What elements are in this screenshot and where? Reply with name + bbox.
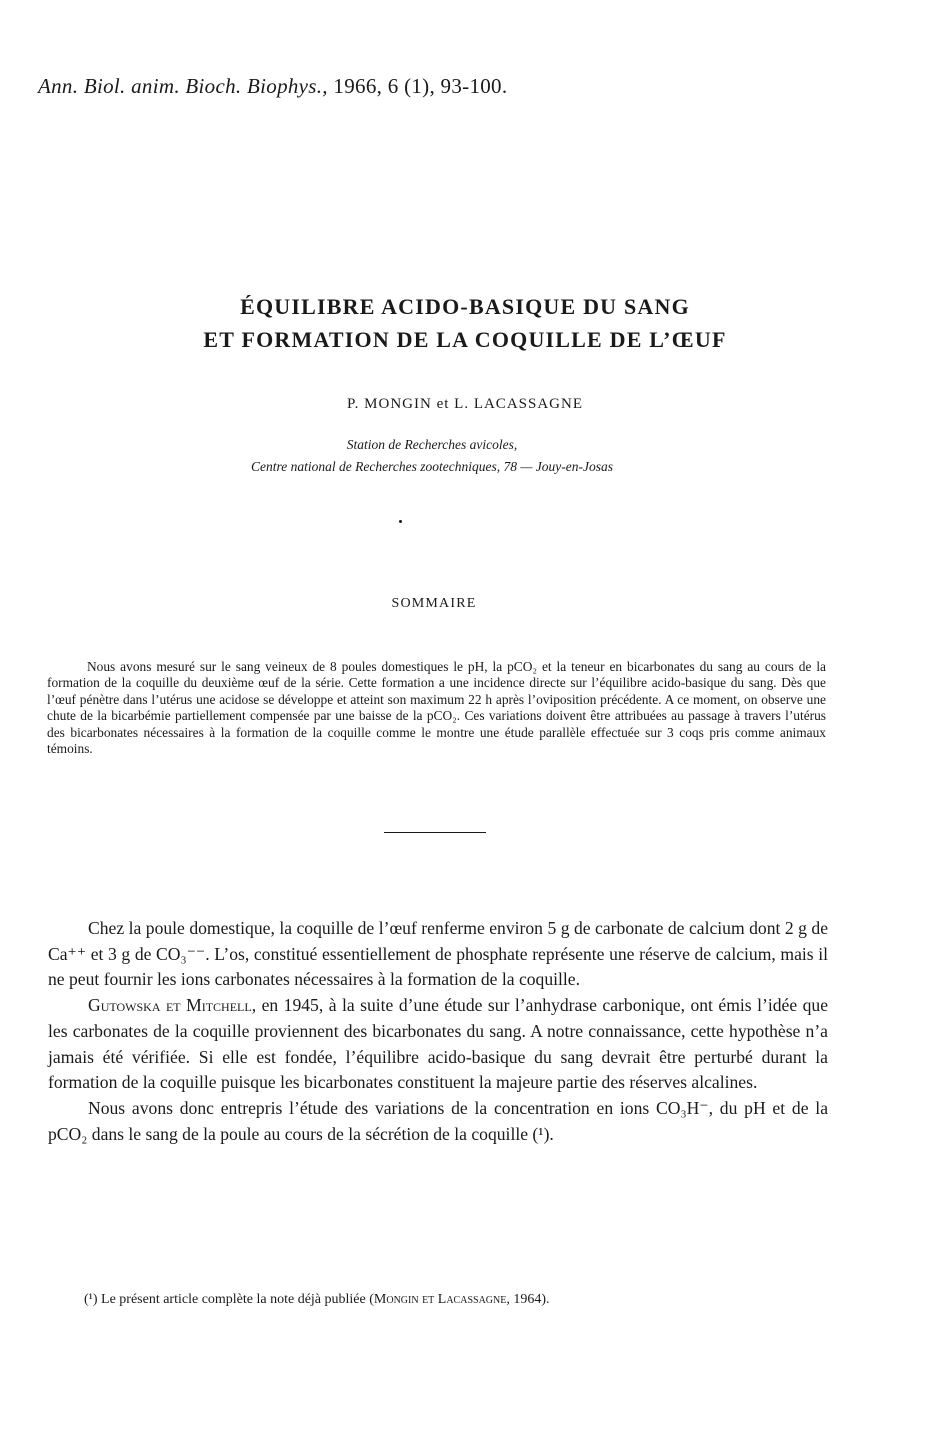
sommaire-heading: SOMMAIRE [391,596,477,611]
body-text [48,916,828,1147]
paper-title [0,290,930,356]
affiliation-line-2: Centre national de Recherches zootechniques, 78 — Jouy-en-Josas [251,459,613,474]
footnote-end: ). [541,1292,550,1307]
footnote-ref: Mongin et Lacassagne, 1964 [373,1292,542,1307]
sommaire-text: Nous avons mesuré sur le sang veineux de 8 poules domestiques le pH, la pCO₂ et la teneur en bicarbonates du sang au cours de la formation de la coquille du deuxième œuf de la série. Cette formation a une incidence directe sur l’équilibre acido-basique du sang. Dès que l’œuf pénètre dans l’utérus une acidose se développe et atteint son maximum 22 h après l’oviposition précédente. A ce moment, on observe une chute de la bicarbémie partiellement compensée par une baisse de la pCO₂. Ces variations doivent être attribuées au passage à travers l’utérus des bicarbonates nécessaires à la formation de la coquille comme le montre une étude parallèle effectuée sur 3 coqs pris comme animaux témoins. [47,659,826,757]
footnote-text: (¹) Le présent article complète la note déjà publiée ( [84,1292,374,1307]
journal-citation [38,74,507,99]
separator-dot [399,520,402,523]
cited-authors: Gutowska et Mitchell, [88,995,257,1016]
footnote [84,1292,550,1308]
paragraph-3: Nous avons donc entrepris l’étude des variations de la concentration en ions CO₃H⁻, du pH et de la pCO₂ dans le sang de la poule au cours de la sécrétion de la coquille (¹). [48,1097,828,1144]
title-line-1: ÉQUILIBRE ACIDO-BASIQUE DU SANG [240,294,690,319]
authors: P. MONGIN et L. LACASSAGNE [346,396,583,412]
journal-name: Ann. Biol. anim. Bioch. Biophys., [38,74,328,98]
journal-year-issue: 1966, 6 (1), 93-100. [327,74,508,98]
affiliation [0,434,864,478]
paragraph-1: Chez la poule domestique, la coquille de l’œuf renferme environ 5 g de carbonate de calcium dont 2 g de Ca⁺⁺ et 3 g de CO₃⁻⁻. L’os, constitué essentiellement de phosphate représente une réserve de calcium, mais il ne peut fournir les ions carbonates nécessaires à la formation de la coquille. [48,918,828,990]
section-divider [384,832,486,833]
affiliation-line-1: Station de Recherches avicoles, [346,437,518,452]
paragraph-2 [48,993,828,1096]
paragraph-2-text: en 1945, à la suite d’une étude sur l’anhydrase carbonique, ont émis l’idée que les carbonates de la coquille proviennent des bicarbonates du sang. A notre connaissance, cette hypothèse n’a jamais été vérifiée. Si elle est fondée, l’équilibre acido-basique du sang devrait être perturbé durant la formation de la coquille puisque les bicarbonates constituent la majeure partie des réserves alcalines. [48,995,829,1093]
title-line-2: ET FORMATION DE LA COQUILLE DE L’ŒUF [203,327,727,352]
